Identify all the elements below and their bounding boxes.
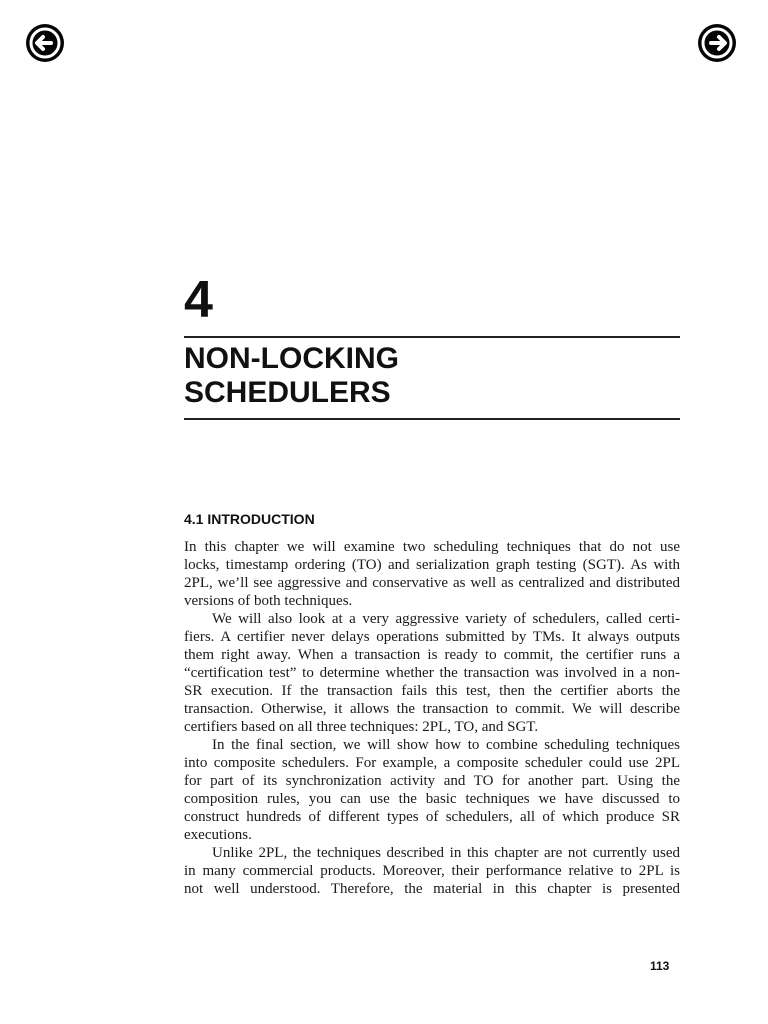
- page-number: 113: [650, 959, 670, 973]
- body-line: SR execution. If the transaction fails this test, then the certifier aborts the: [184, 683, 680, 699]
- arrow-left-circle-icon: [26, 24, 64, 62]
- chapter-title-line: SCHEDULERS: [184, 376, 391, 409]
- body-line: In this chapter we will examine two scheduling techniques that do not use: [184, 539, 680, 555]
- body-line: fiers. A certifier never delays operations submitted by TMs. It always outputs: [184, 629, 680, 645]
- section-heading: 4.1 INTRODUCTION: [184, 511, 315, 527]
- chapter-number: 4: [184, 271, 213, 329]
- next-page-button[interactable]: [698, 24, 736, 62]
- body-line: 2PL, we’ll see aggressive and conservative as well as centralized and distributed: [184, 575, 680, 591]
- body-line: transaction. Otherwise, it allows the transaction to commit. We will describe: [184, 701, 680, 717]
- body-line: them right away. When a transaction is ready to commit, the certifier runs a: [184, 647, 680, 663]
- body-line: not well understood. Therefore, the material in this chapter is presented: [184, 881, 680, 897]
- body-line: In the final section, we will show how to combine scheduling techniques: [212, 737, 680, 753]
- prev-page-button[interactable]: [26, 24, 64, 62]
- body-line: “certification test” to determine whether the transaction was involved in a non-: [184, 665, 680, 681]
- body-line: in many commercial products. Moreover, their performance relative to 2PL is: [184, 863, 680, 879]
- body-line: certifiers based on all three techniques: 2PL, TO, and SGT.: [184, 719, 539, 735]
- body-text: [184, 538, 680, 898]
- body-line: versions of both techniques.: [184, 593, 353, 609]
- chapter-title: [184, 342, 680, 410]
- chapter-title-line: NON-LOCKING: [184, 342, 399, 375]
- body-line: We will also look at a very aggressive variety of schedulers, called certi-: [212, 611, 680, 627]
- chapter-title-top-rule: [184, 336, 680, 338]
- body-line: locks, timestamp ordering (TO) and serialization graph testing (SGT). As with: [184, 557, 680, 573]
- body-line: construct hundreds of different types of schedulers, all of which produce SR: [184, 809, 680, 825]
- body-line: executions.: [184, 827, 252, 843]
- body-line: into composite schedulers. For example, a composite scheduler could use 2PL: [184, 755, 680, 771]
- body-line: Unlike 2PL, the techniques described in this chapter are not currently used: [212, 845, 680, 861]
- chapter-title-bottom-rule: [184, 418, 680, 420]
- arrow-right-circle-icon: [698, 24, 736, 62]
- body-line: composition rules, you can use the basic techniques we have discussed to: [184, 791, 680, 807]
- body-line: for part of its synchronization activity and TO for another part. Using the: [184, 773, 680, 789]
